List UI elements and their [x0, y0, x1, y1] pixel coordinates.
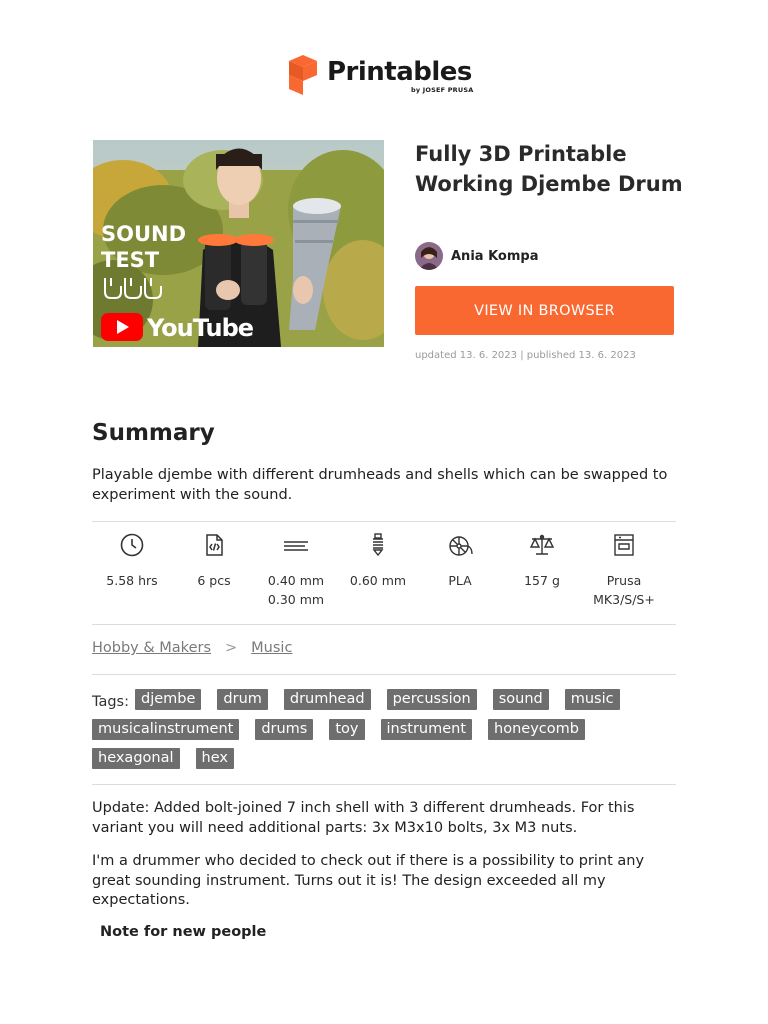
- stat-material: [419, 532, 501, 590]
- author-name: Ania Kompa: [451, 248, 539, 264]
- brand-byline: by JOSEF PRUSA: [411, 86, 474, 94]
- tag[interactable]: music: [565, 689, 620, 710]
- stat-value: 0.60 mm: [349, 573, 407, 588]
- print-stats: [92, 532, 676, 612]
- divider: [92, 521, 676, 522]
- tag[interactable]: honeycomb: [488, 719, 585, 740]
- note-heading: Note for new people: [100, 924, 267, 940]
- stat-parts: [173, 532, 255, 590]
- thumbnail-overlay-test: TEST: [101, 248, 160, 272]
- publish-dates: updated 13. 6. 2023 | published 13. 6. 2023: [415, 350, 636, 361]
- stat-weight: [501, 532, 583, 590]
- description-update: Update: Added bolt-joined 7 inch shell with 3 different drumheads. For this variant you will need additional parts: 3x M3x10 bolts, 3x M3 nuts.: [92, 800, 635, 836]
- filament-spool-icon: [447, 532, 473, 558]
- description-intro: I'm a drummer who decided to check out if there is a possibility to print any great sounding instrument. Turns out it is! The design exceeded all my expectations.: [92, 853, 645, 908]
- tag[interactable]: instrument: [381, 719, 473, 740]
- breadcrumb: [92, 640, 292, 656]
- stat-value-secondary: MK3/S/S+: [593, 592, 655, 607]
- tag[interactable]: drums: [255, 719, 313, 740]
- tag[interactable]: djembe: [135, 689, 201, 710]
- tags-label: Tags:: [92, 694, 129, 710]
- model-thumbnail[interactable]: [93, 140, 384, 347]
- clock-icon: [119, 532, 145, 558]
- stat-value: 0.40 mm: [267, 573, 325, 588]
- author-link[interactable]: [415, 242, 538, 270]
- divider: [92, 674, 676, 675]
- divider: [92, 624, 676, 625]
- youtube-wordmark: YouTube: [147, 314, 254, 342]
- breadcrumb-subcategory-link[interactable]: Music: [251, 640, 293, 656]
- tag[interactable]: drumhead: [284, 689, 371, 710]
- breadcrumb-category-link[interactable]: Hobby & Makers: [92, 640, 212, 656]
- tag[interactable]: hex: [196, 748, 234, 769]
- breadcrumb-separator: >: [225, 640, 238, 656]
- tag[interactable]: sound: [493, 689, 549, 710]
- tag[interactable]: percussion: [387, 689, 477, 710]
- thumbnail-overlay-sound: SOUND: [101, 222, 187, 246]
- stat-value: Prusa: [606, 573, 642, 588]
- stat-layer-height: [255, 532, 337, 609]
- avatar: [415, 242, 443, 270]
- printables-logo[interactable]: [287, 55, 487, 97]
- thumbnail-photo: [93, 140, 384, 347]
- summary-text: Playable djembe with different drumheads and shells which can be swapped to experiment with the sound.: [92, 467, 668, 503]
- printer-icon: [611, 532, 637, 558]
- stat-print-time: [91, 532, 173, 590]
- stat-value: PLA: [448, 573, 472, 588]
- stat-value: 6 pcs: [197, 573, 231, 588]
- stat-nozzle: [337, 532, 419, 590]
- summary-heading: Summary: [92, 420, 215, 446]
- tag[interactable]: toy: [329, 719, 364, 740]
- stat-printer: [583, 532, 665, 609]
- stat-value: 5.58 hrs: [106, 573, 158, 588]
- printables-logo-icon: [287, 55, 319, 95]
- file-code-icon: [201, 532, 227, 558]
- scale-weight-icon: [529, 532, 555, 558]
- nozzle-icon: [365, 532, 391, 558]
- stat-value: 157 g: [524, 573, 560, 588]
- tag[interactable]: drum: [217, 689, 267, 710]
- model-title[interactable]: Fully 3D Printable Working Djembe Drum: [415, 142, 683, 196]
- view-in-browser-button[interactable]: VIEW IN BROWSER: [415, 286, 674, 335]
- stat-value-secondary: 0.30 mm: [267, 592, 325, 607]
- brand-name: Printables: [327, 57, 472, 87]
- tag[interactable]: musicalinstrument: [92, 719, 239, 740]
- tags-list: [92, 688, 682, 777]
- divider: [92, 784, 676, 785]
- layer-height-icon: [283, 532, 309, 558]
- tag[interactable]: hexagonal: [92, 748, 180, 769]
